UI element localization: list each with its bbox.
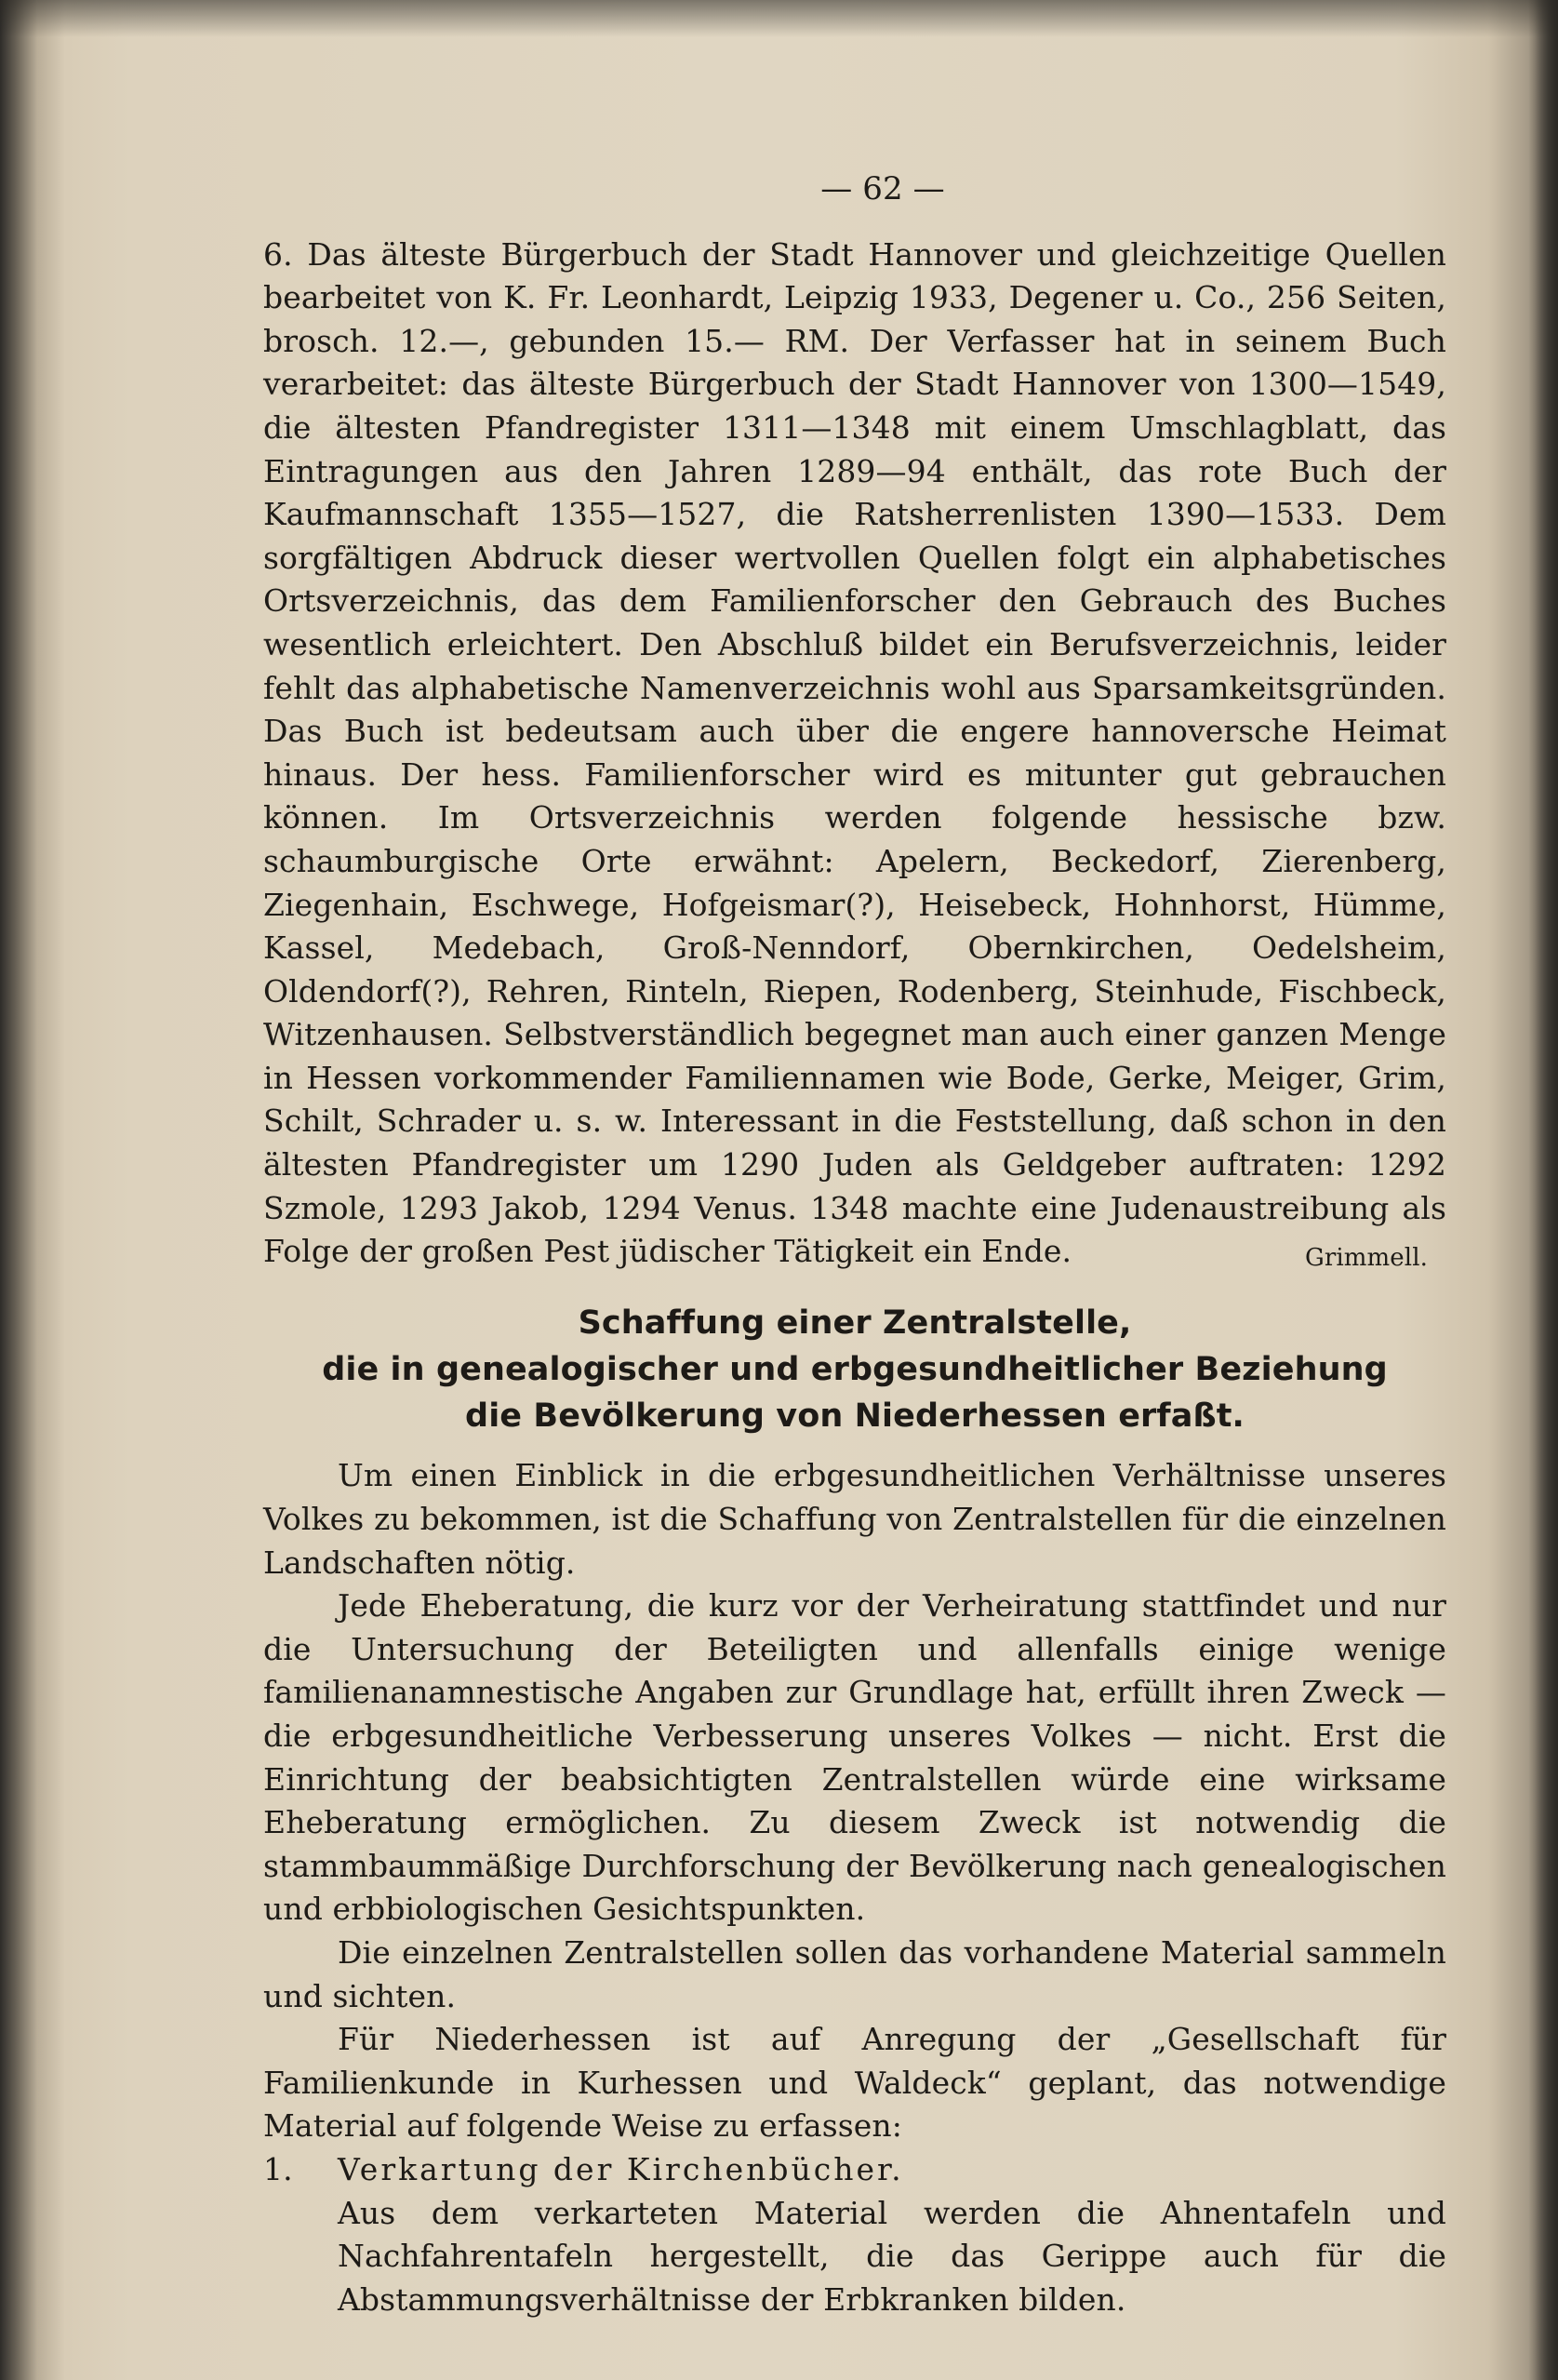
heading-line-3: die Bevölkerung von Niederhessen erfaßt. [465, 1397, 1245, 1436]
review-author: Grimmell. [1304, 1243, 1428, 1272]
page-number: — 62 — [820, 170, 945, 207]
list-item-text: Aus dem verkarteten Material werden die Ahnentafeln und Nachfahrentafeln hergestellt, die das Gerippe auch für die Abstammungsverhältnisse der Erbkranken bilden. [338, 2194, 1446, 2318]
body-paragraph: Für Niederhessen ist auf Anregung der „Gesellschaft für Familienkunde in Kurhessen und Waldeck“ geplant, das notwendige Material auf folgende Weise zu erfassen: [263, 2021, 1446, 2145]
body-paragraph: Jede Eheberatung, die kurz vor der Verheiratung stattfindet und nur die Untersuchung der Beteiligten und allenfalls einige wenige familienanamnestische Angaben zur Grundlage hat, erfüllt ihren Zweck — die erbgesundheitliche Verbesserung unseres Volkes — nicht. Erst die Einrichtung der beabsichtigten Zentralstellen würde eine wirksame Eheberatung ermöglichen. Zu diesem Zweck ist notwendig die stammbaummäßige Durchforschung der Bevölkerung nach genealogischen und erbbiologischen Gesichtspunkten. [263, 1587, 1446, 1928]
list-item-title: Verkartung der Kirchenbücher. [338, 2150, 904, 2187]
section-heading [263, 1300, 1446, 1439]
page-edge-strip [1528, 0, 1558, 2380]
list-item [263, 2148, 1446, 2192]
body-paragraph: Die einzelnen Zentralstellen sollen das vorhandene Material sammeln und sichten. [263, 1933, 1446, 2014]
body-paragraph: Um einen Einblick in die erbgesundheitlichen Verhältnisse unseres Volkes zu bekommen, ist die Schaffung von Zentralstellen für die einzelnen Landschaften nötig. [263, 1457, 1446, 1581]
heading-line-2: die in genealogischer und erbgesundheitlicher Beziehung [322, 1351, 1388, 1389]
heading-line-1: Schaffung einer Zentralstelle, [578, 1304, 1132, 1343]
page-content [263, 167, 1446, 2321]
list-item-number: 1. [263, 2150, 293, 2187]
top-shadow [0, 0, 1558, 37]
book-review-paragraph: 6. Das älteste Bürgerbuch der Stadt Hannover und gleichzeitige Quellen bearbeitet von K. Fr. Leonhardt, Leipzig 1933, Degener u. Co., 256 Seiten, brosch. 12.—, gebunden 15.— RM. Der Verfasser hat in seinem Buch verarbeitet: das älteste Bürgerbuch der Stadt Hannover von 1300—1549, die ältesten Pfandregister 1311—1348 mit einem Umschlagblatt, das Eintragungen aus den Jahren 1289—94 enthält, das rote Buch der Kaufmannschaft 1355—1527, die Ratsherrenlisten 1390—1533. Dem sorgfältigen Abdruck dieser wertvollen Quellen folgt ein alphabetisches Ortsverzeichnis, das dem Familienforscher den Gebrauch des Buches wesentlich erleichtert. Den Abschluß bildet ein Berufsverzeichnis, leider fehlt das alphabetische Namenverzeichnis wohl aus Sparsamkeitsgründen. Das Buch ist bedeutsam auch über die engere hannoversche Heimat hinaus. Der hess. Familienforscher wird es mitunter gut gebrauchen können. Im Ortsverzeichnis werden folgende hessische bzw. schaumburgische Orte erwähnt: Apelern, Beckedorf, Zierenberg, Ziegenhain, Eschwege, Hofgeismar(?), Heisebeck, Hohnhorst, Hümme, Kassel, Medebach, Groß-Nenndorf, Obernkirchen, Oedelsheim, Oldendorf(?), Rehren, Rinteln, Riepen, Rodenberg, Steinhude, Fischbeck, Witzenhausen. Selbstverständlich begegnet man auch einer ganzen Menge in Hessen vorkommender Familiennamen wie Bode, Gerke, Meiger, Grim, Schilt, Schrader u. s. w. Interessant in die Feststellung, daß schon in den ältesten Pfandregister um 1290 Juden als Geldgeber auftraten: 1292 Szmole, 1293 Jakob, 1294 Venus. 1348 machte eine Judenaustreibung als Folge der großen Pest jüdischer Tätigkeit ein Ende. [263, 235, 1446, 1270]
